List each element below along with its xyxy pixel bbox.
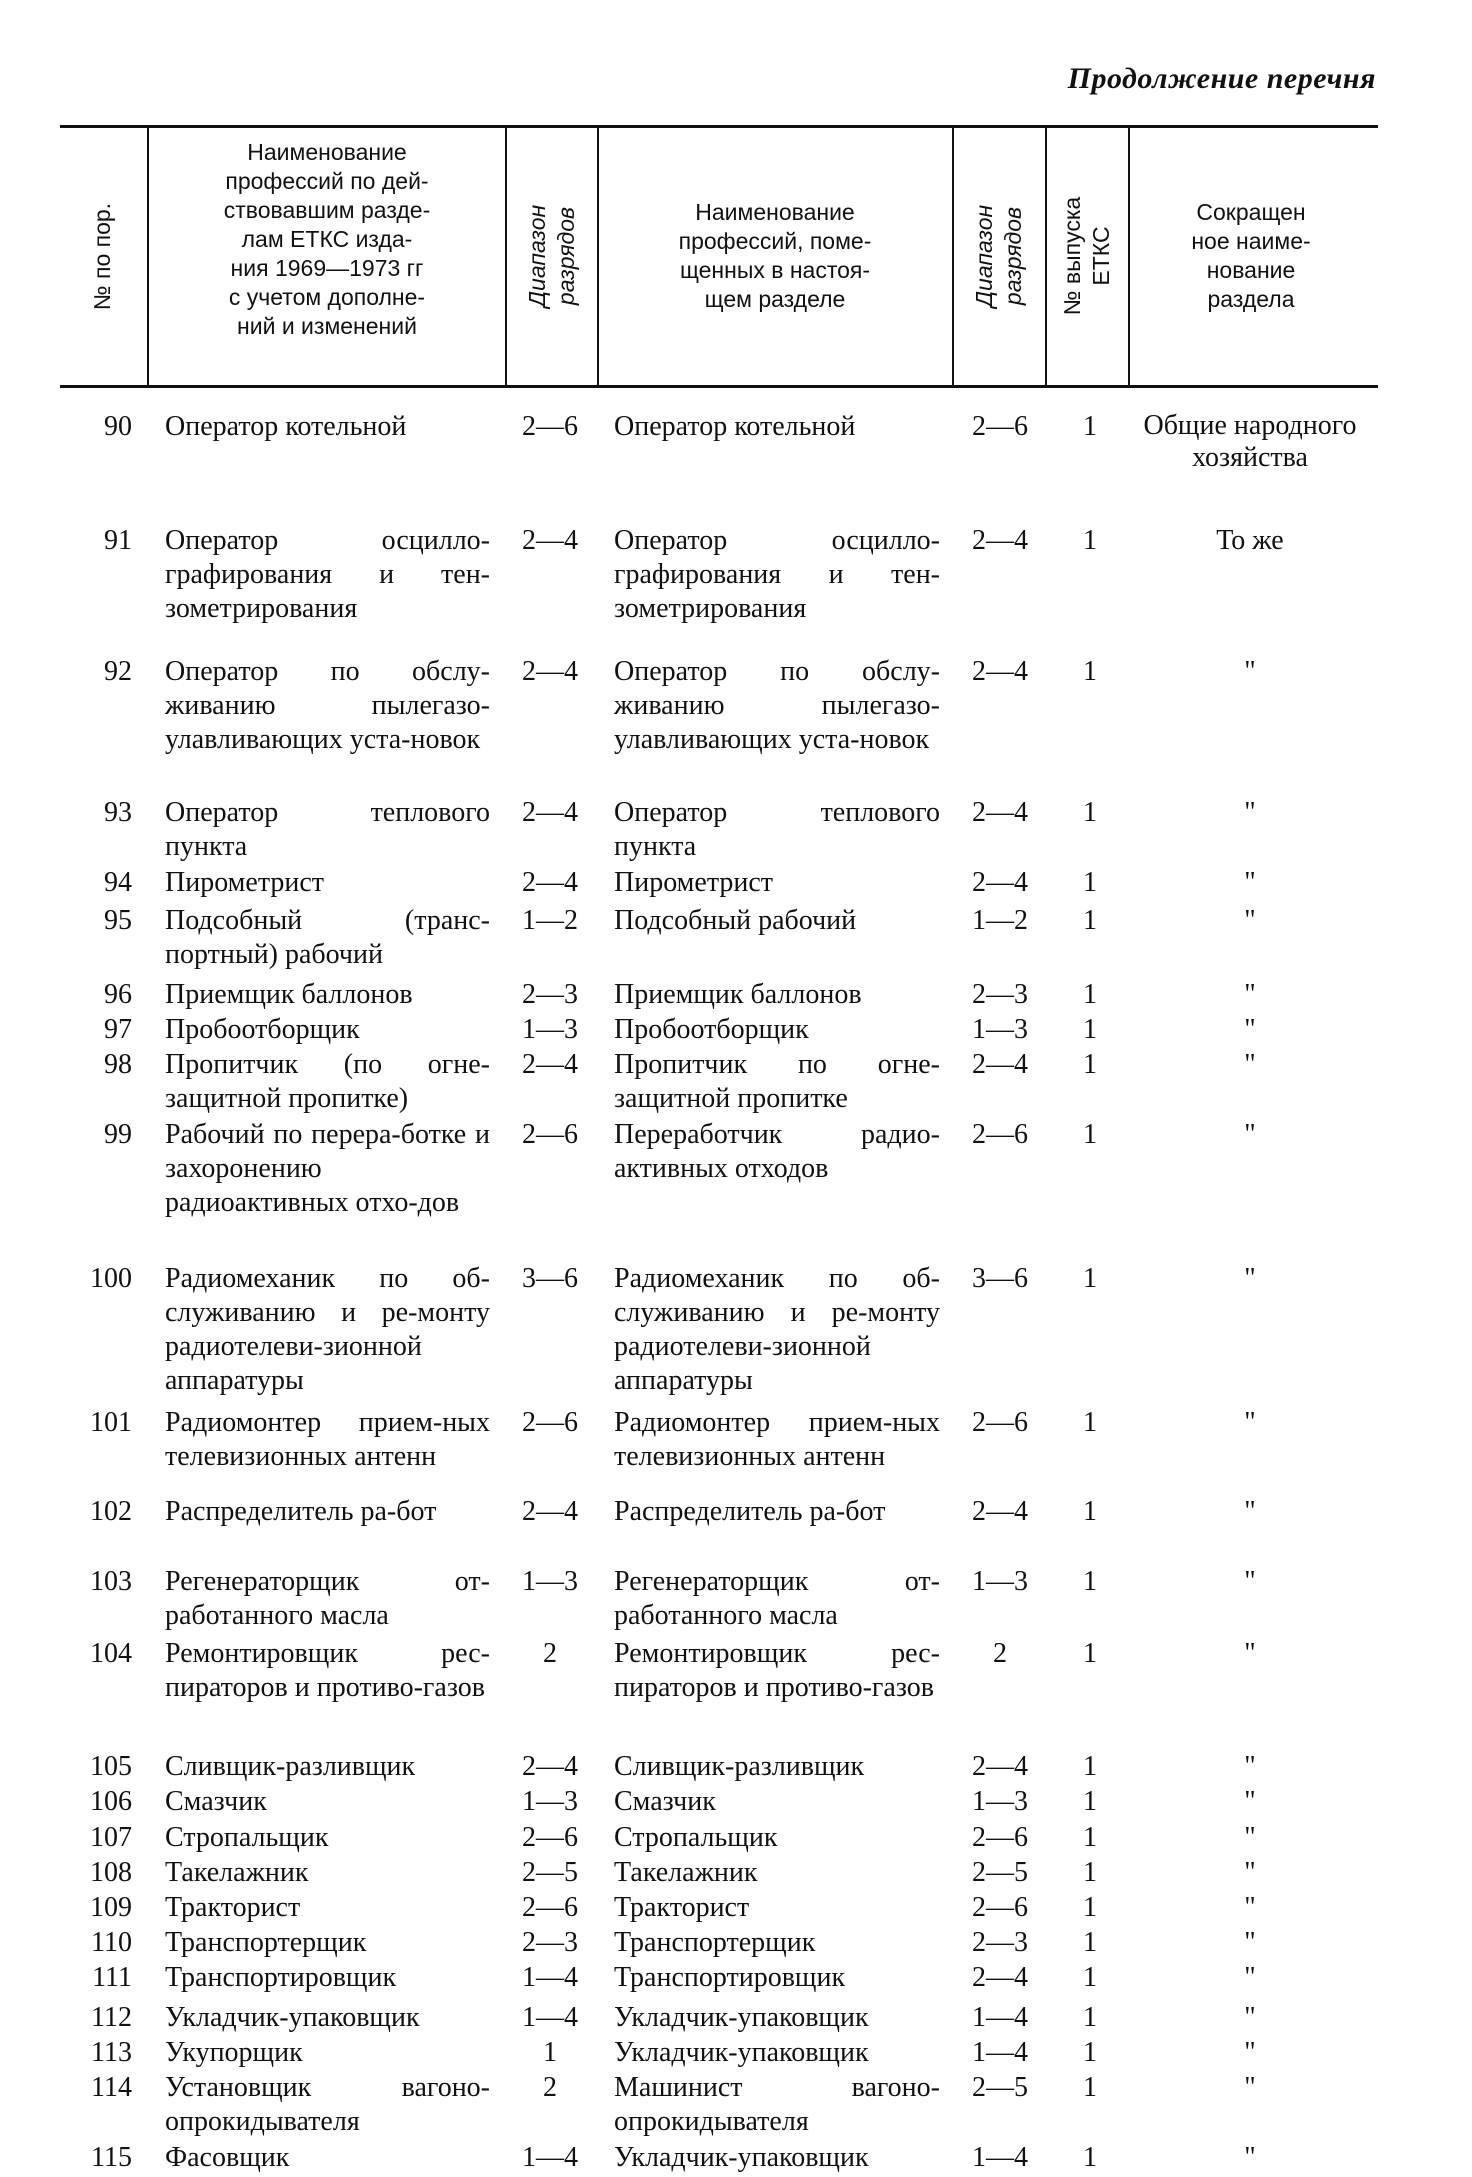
row-number: 94 (104, 867, 132, 898)
range-new: 2—6 (972, 1892, 1028, 1923)
profession-new: Машинист вагоно-опрокидывателя (614, 2072, 940, 2137)
profession-old: Сливщик-разливщик (165, 1751, 416, 1782)
section-name: " (1244, 867, 1256, 898)
profession-new: Укладчик-упаковщик (614, 2037, 869, 2068)
range-old: 1—3 (522, 1014, 578, 1045)
section-name: " (1244, 1892, 1256, 1923)
issue-number: 1 (1083, 797, 1097, 828)
range-old: 2—6 (522, 1822, 578, 1853)
range-old: 1—4 (522, 1962, 578, 1993)
issue-number: 1 (1083, 1927, 1097, 1958)
range-old: 2—3 (522, 1927, 578, 1958)
profession-new: Ремонтировщик рес-пираторов и противо-газов (614, 1638, 940, 1703)
profession-old: Радиомонтер прием-ных телевизионных антенн (165, 1407, 490, 1472)
section-name: " (1244, 1049, 1256, 1080)
header-divider (147, 127, 149, 385)
header-line: разрядов (1000, 206, 1027, 306)
row-number: 106 (90, 1786, 132, 1817)
section-name: " (1244, 1786, 1256, 1817)
profession-old: Транспортерщик (165, 1927, 367, 1958)
header-divider (952, 127, 954, 385)
header-col-range-new-label (971, 205, 1029, 307)
issue-number: 1 (1083, 1496, 1097, 1527)
range-old: 3—6 (522, 1263, 578, 1294)
profession-new: Транспортировщик (614, 1962, 846, 1993)
range-new: 1—2 (972, 905, 1028, 936)
range-new: 2—3 (972, 1927, 1028, 1958)
profession-new: Переработчик радио-активных отходов (614, 1119, 940, 1184)
profession-old: Регенераторщик от-работанного масла (165, 1566, 490, 1631)
section-name: " (1244, 1566, 1256, 1597)
header-line: Сокращен (1196, 199, 1306, 225)
profession-new: Радиомонтер прием-ных телевизионных антенн (614, 1407, 940, 1472)
issue-number: 1 (1083, 411, 1097, 442)
range-new: 2—4 (972, 525, 1028, 556)
row-number: 95 (104, 905, 132, 936)
header-divider (1045, 127, 1047, 385)
range-old: 2—4 (522, 1496, 578, 1527)
header-line: раздела (1207, 286, 1295, 312)
profession-old: Ремонтировщик рес-пираторов и противо-газов (165, 1638, 490, 1703)
range-old: 2 (543, 2072, 557, 2103)
header-col-issue-label (1059, 197, 1117, 315)
range-new: 2—4 (972, 656, 1028, 687)
row-number: 97 (104, 1014, 132, 1045)
row-number: 101 (90, 1407, 132, 1438)
header-line: ния 1969—1973 гг (230, 255, 424, 281)
range-old: 2—6 (522, 1119, 578, 1150)
header-col-prof-new (600, 198, 950, 314)
issue-number: 1 (1083, 525, 1097, 556)
range-new: 2—5 (972, 1857, 1028, 1888)
issue-number: 1 (1083, 1566, 1097, 1597)
table-top-rule (60, 125, 1378, 128)
profession-old: Оператор теплового пункта (165, 797, 490, 862)
header-divider (505, 127, 507, 385)
profession-old: Рабочий по перера-ботке и захоронению радиоактивных отхо-дов (165, 1119, 490, 1218)
header-line: лам ЕТКС изда- (241, 226, 413, 252)
range-old: 2—4 (522, 797, 578, 828)
issue-number: 1 (1083, 2142, 1097, 2173)
profession-new: Пирометрист (614, 867, 774, 898)
profession-new: Укладчик-упаковщик (614, 2002, 869, 2033)
range-new: 2—4 (972, 867, 1028, 898)
header-col-range-old (508, 130, 596, 382)
issue-number: 1 (1083, 979, 1097, 1010)
section-name: " (1244, 1407, 1256, 1438)
section-name: " (1244, 1751, 1256, 1782)
row-number: 99 (104, 1119, 132, 1150)
header-line: Наименование (695, 199, 855, 225)
section-name: " (1244, 1962, 1256, 1993)
profession-new: Сливщик-разливщик (614, 1751, 865, 1782)
range-new: 1—3 (972, 1566, 1028, 1597)
range-old: 2—6 (522, 1407, 578, 1438)
section-name: " (1244, 1496, 1256, 1527)
range-new: 2—4 (972, 1049, 1028, 1080)
section-name: Общие народного хозяйства (1143, 410, 1357, 473)
range-new: 2—6 (972, 1822, 1028, 1853)
header-line: ний и изменений (237, 313, 417, 339)
range-old: 2—6 (522, 1892, 578, 1923)
row-number: 107 (90, 1822, 132, 1853)
section-name: " (1244, 1119, 1256, 1150)
range-new: 2—6 (972, 411, 1028, 442)
section-name: " (1244, 2002, 1256, 2033)
row-number: 109 (90, 1892, 132, 1923)
issue-number: 1 (1083, 1962, 1097, 1993)
header-line: ствовавшим разде- (223, 197, 431, 223)
header-col-number-label: № по пор. (89, 202, 116, 310)
header-line: щем разделе (704, 286, 846, 312)
profession-old: Смазчик (165, 1786, 267, 1817)
profession-new: Оператор осцилло-графирования и тен-зометрирования (614, 525, 940, 624)
row-number: 96 (104, 979, 132, 1010)
header-line: Диапазон (524, 204, 550, 308)
issue-number: 1 (1083, 1822, 1097, 1853)
range-old: 2—6 (522, 411, 578, 442)
row-number: 115 (91, 2142, 132, 2173)
range-new: 1—3 (972, 1014, 1028, 1045)
profession-new: Пробоотборщик (614, 1014, 809, 1045)
profession-old: Оператор котельной (165, 411, 407, 442)
range-old: 1—3 (522, 1786, 578, 1817)
profession-old: Тракторист (165, 1892, 301, 1923)
section-name: " (1244, 1638, 1256, 1669)
profession-old: Установщик вагоно-опрокидывателя (165, 2072, 490, 2137)
profession-old: Пропитчик (по огне-защитной пропитке) (165, 1049, 490, 1114)
profession-new: Оператор котельной (614, 411, 856, 442)
profession-old: Пирометрист (165, 867, 325, 898)
profession-new: Транспортерщик (614, 1927, 816, 1958)
range-old: 2 (543, 1638, 557, 1669)
row-number: 103 (90, 1566, 132, 1597)
range-new: 2—4 (972, 1751, 1028, 1782)
profession-old: Оператор осцилло-графирования и тен-зометрирования (165, 525, 490, 624)
issue-number: 1 (1083, 2072, 1097, 2103)
issue-number: 1 (1083, 1407, 1097, 1438)
section-name: " (1244, 2037, 1256, 2068)
range-new: 1—4 (972, 2002, 1028, 2033)
profession-old: Распределитель ра-бот (165, 1496, 437, 1527)
profession-new: Стропальщик (614, 1822, 778, 1853)
header-col-range-old-label (523, 205, 581, 307)
range-old: 2—4 (522, 656, 578, 687)
profession-old: Пробоотборщик (165, 1014, 360, 1045)
header-divider (1128, 127, 1130, 385)
section-name: " (1244, 797, 1256, 828)
section-name: " (1244, 1822, 1256, 1853)
section-name: " (1244, 1263, 1256, 1294)
issue-number: 1 (1083, 1751, 1097, 1782)
range-new: 2 (993, 1638, 1007, 1669)
range-new: 1—3 (972, 1786, 1028, 1817)
row-number: 100 (90, 1263, 132, 1294)
range-old: 1—2 (522, 905, 578, 936)
header-col-prof-old (150, 138, 504, 341)
row-number: 90 (104, 411, 132, 442)
profession-old: Оператор по обслу-живанию пылегазо-улавливающих уста-новок (165, 656, 490, 755)
range-old: 2—4 (522, 1049, 578, 1080)
profession-new: Распределитель ра-бот (614, 1496, 886, 1527)
range-old: 2—3 (522, 979, 578, 1010)
issue-number: 1 (1083, 1857, 1097, 1888)
header-line: щенных в настоя- (679, 257, 871, 283)
row-number: 102 (90, 1496, 132, 1527)
profession-old: Укупорщик (165, 2037, 303, 2068)
range-old: 2—4 (522, 1751, 578, 1782)
issue-number: 1 (1083, 656, 1097, 687)
row-number: 93 (104, 797, 132, 828)
row-number: 111 (92, 1962, 132, 1993)
issue-number: 1 (1083, 2037, 1097, 2068)
range-old: 1—3 (522, 1566, 578, 1597)
issue-number: 1 (1083, 1119, 1097, 1150)
profession-old: Транспортировщик (165, 1962, 397, 1993)
profession-new: Оператор по обслу-живанию пылегазо-улавливающих уста-новок (614, 656, 940, 755)
header-col-issue (1048, 130, 1127, 382)
header-line: нование (1206, 257, 1296, 283)
section-name: " (1244, 1927, 1256, 1958)
range-new: 2—4 (972, 1496, 1028, 1527)
row-number: 108 (90, 1857, 132, 1888)
profession-old: Приемщик баллонов (165, 979, 413, 1010)
section-name: " (1244, 2072, 1256, 2103)
header-line: профессий по дей- (225, 168, 429, 194)
issue-number: 1 (1083, 867, 1097, 898)
profession-old: Подсобный (транс-портный) рабочий (165, 905, 490, 970)
range-old: 1 (543, 2037, 557, 2068)
header-col-range-new (955, 130, 1044, 382)
header-line: № выпуска (1059, 196, 1086, 316)
profession-new: Такелажник (614, 1857, 758, 1888)
profession-old: Радиомеханик по об-служиванию и ре-монту радиотелеви-зионной аппаратуры (165, 1263, 490, 1396)
range-new: 3—6 (972, 1263, 1028, 1294)
range-new: 2—6 (972, 1407, 1028, 1438)
header-col-number (60, 130, 146, 382)
range-old: 1—4 (522, 2002, 578, 2033)
header-line: Наименование (247, 139, 407, 165)
range-old: 2—5 (522, 1857, 578, 1888)
header-line: Диапазон (971, 204, 998, 308)
issue-number: 1 (1083, 1892, 1097, 1923)
profession-new: Тракторист (614, 1892, 750, 1923)
profession-old: Фасовщик (165, 2142, 290, 2173)
issue-number: 1 (1083, 1638, 1097, 1669)
continuation-title: Продолжение перечня (1067, 62, 1376, 95)
profession-new: Радиомеханик по об-служиванию и ре-монту радиотелеви-зионной аппаратуры (614, 1263, 940, 1396)
issue-number: 1 (1083, 1786, 1097, 1817)
issue-number: 1 (1083, 1049, 1097, 1080)
issue-number: 1 (1083, 2002, 1097, 2033)
range-old: 2—4 (522, 525, 578, 556)
row-number: 92 (104, 656, 132, 687)
range-new: 2—4 (972, 1962, 1028, 1993)
section-name: " (1244, 656, 1256, 687)
row-number: 112 (91, 2002, 132, 2033)
section-name: " (1244, 1014, 1256, 1045)
profession-new: Укладчик-упаковщик (614, 2142, 869, 2173)
profession-old: Такелажник (165, 1857, 309, 1888)
row-number: 91 (104, 525, 132, 556)
header-divider (597, 127, 599, 385)
range-new: 1—4 (972, 2142, 1028, 2173)
range-new: 2—6 (972, 1119, 1028, 1150)
issue-number: 1 (1083, 1263, 1097, 1294)
profession-new: Оператор теплового пункта (614, 797, 940, 862)
issue-number: 1 (1083, 1014, 1097, 1045)
range-new: 2—4 (972, 797, 1028, 828)
profession-old: Стропальщик (165, 1822, 329, 1853)
section-name: " (1244, 1857, 1256, 1888)
profession-new: Смазчик (614, 1786, 716, 1817)
row-number: 104 (90, 1638, 132, 1669)
section-name: " (1244, 2142, 1256, 2173)
row-number: 113 (91, 2037, 132, 2068)
row-number: 98 (104, 1049, 132, 1080)
header-line: разрядов (553, 206, 579, 306)
section-name: То же (1216, 525, 1284, 556)
profession-new: Подсобный рабочий (614, 905, 857, 936)
range-new: 2—5 (972, 2072, 1028, 2103)
row-number: 105 (90, 1751, 132, 1782)
header-line: профессий, поме- (678, 228, 872, 254)
section-name: " (1244, 905, 1256, 936)
range-new: 1—4 (972, 2037, 1028, 2068)
header-line: ЕТКС (1088, 226, 1115, 286)
profession-new: Регенераторщик от-работанного масла (614, 1566, 940, 1631)
profession-old: Укладчик-упаковщик (165, 2002, 420, 2033)
section-name: " (1244, 979, 1256, 1010)
row-number: 110 (91, 1927, 132, 1958)
issue-number: 1 (1083, 905, 1097, 936)
header-line: ное наиме- (1191, 228, 1311, 254)
header-line: с учетом дополне- (228, 284, 426, 310)
header-col-section (1131, 198, 1371, 314)
profession-new: Пропитчик по огне-защитной пропитке (614, 1049, 940, 1114)
profession-new: Приемщик баллонов (614, 979, 862, 1010)
range-old: 1—4 (522, 2142, 578, 2173)
row-number: 114 (91, 2072, 132, 2103)
range-new: 2—3 (972, 979, 1028, 1010)
table-header-bottom-rule (60, 385, 1378, 388)
range-old: 2—4 (522, 867, 578, 898)
